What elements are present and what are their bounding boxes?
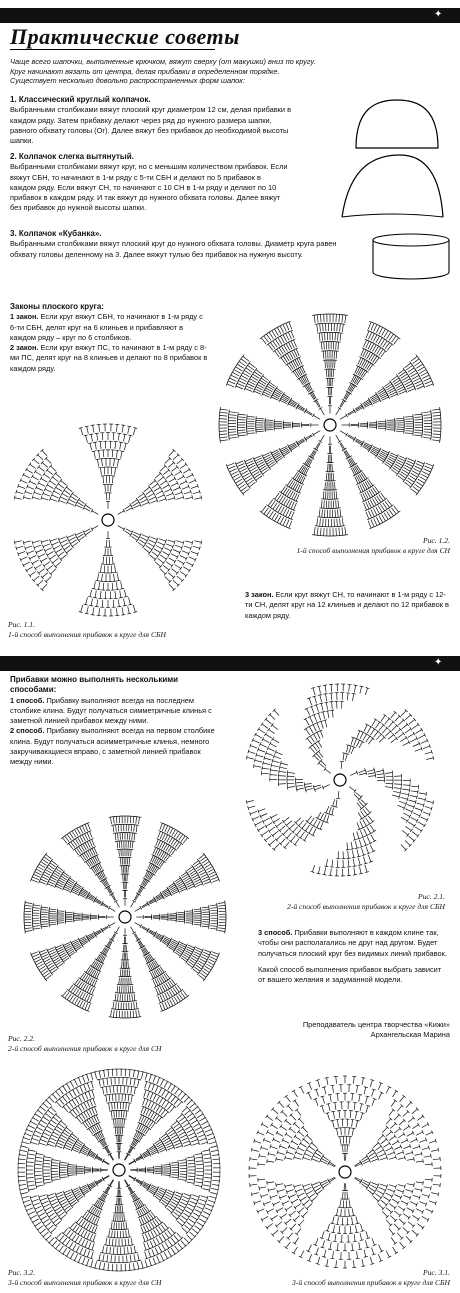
hat-3-heading: 3. Колпачок «Кубанка». xyxy=(10,229,102,238)
figure-3-1-diagram xyxy=(245,1072,445,1272)
law-2-label: 2 закон. xyxy=(10,343,39,353)
figure-1-2-number: Рис. 1.2. xyxy=(423,536,450,545)
author-credit xyxy=(230,1020,450,1041)
figure-2-2-caption xyxy=(8,1034,238,1053)
bird-icon: ✦ xyxy=(434,657,443,668)
method-3-label: 3 способ. xyxy=(258,928,293,937)
section-divider-bar xyxy=(0,656,460,671)
figure-2-1-number: Рис. 2.1. xyxy=(418,892,445,901)
figure-1-1-number: Рис. 1.1. xyxy=(8,620,35,629)
methods-heading: Прибавки можно выполнять несколькими способами: xyxy=(10,675,179,695)
figure-3-2-description: 3-й способ выполнения прибавок в круге для СН xyxy=(8,1277,162,1287)
method-1-text: Прибавку выполняют всегда на последнем столбике клина. Будут получаться симметричные клинья с заметной линией прибавок между ними. xyxy=(10,695,212,726)
intro-line: Круг начинают вязать от центра, делая прибавки в определенном порядке. xyxy=(10,66,280,76)
figure-3-1-number: Рис. 3.1. xyxy=(423,1268,450,1277)
figure-2-1-caption xyxy=(240,892,445,911)
bird-icon: ✦ xyxy=(434,9,443,20)
method-1 xyxy=(10,696,222,727)
method-1-label: 1 способ. xyxy=(10,695,45,705)
methods-section xyxy=(10,675,222,768)
figure-1-2-caption xyxy=(250,536,450,555)
laws-section xyxy=(10,302,210,374)
hat-1-text: Выбранными столбиками вяжут плоский круг диаметром 12 см, делая прибавки в каждом ряду. Затем прибавку делают через ряд до нужного размера шапки, равного обхвату головы (Ог). Далее вяжут без прибавок до необходимой высоты шапки. xyxy=(10,105,292,146)
figure-1-1-caption xyxy=(8,620,238,639)
hat-3-section xyxy=(10,229,360,260)
method-2-text: Прибавку выполняют всегда на первом столбике клина. Будут получаться асимметричные клинья, немного закручивающиеся вправо, с заметной линией прибавок между ними. xyxy=(10,726,215,767)
author-position: Преподаватель центра творчества «Кижи» xyxy=(302,1020,450,1029)
figure-1-2-diagram xyxy=(215,310,445,540)
figure-1-2-description: 1-й способ выполнения прибавок в круге для СН xyxy=(296,545,450,555)
method-3-text: Прибавки выполняют в каждом клине так, чтобы они располагались не друг над другом. Будет получаться плоский круг без видимых линий прибавок. xyxy=(258,928,447,958)
intro-line: Чаще всего шапочки, выполненные крючком, вяжут сверху (от макушки) вниз по кругу. xyxy=(10,57,316,66)
hat-1-section xyxy=(10,95,300,146)
hat-1-heading: 1. Классический круглый колпачок. xyxy=(10,95,151,104)
figure-2-2-number: Рис. 2.2. xyxy=(8,1034,35,1043)
hat-cone-drawing xyxy=(340,153,445,219)
figure-2-2-diagram xyxy=(20,812,230,1022)
method-2 xyxy=(10,726,222,767)
hat-3-text: Выбранными столбиками вяжут плоский круг до нужного обхвата головы. Диаметр круга равен обхвату головы деленному на 3. Далее вяжут тулью без прибавок на нужную высоту. xyxy=(10,239,337,259)
figure-2-1-diagram xyxy=(240,680,440,880)
figure-1-1-diagram xyxy=(8,420,208,620)
law-2-text: Если круг вяжут ПС, то начинают в 1-м ряду с 8-ми ПС, делят круг на 8 клиньев и делают по 8 прибавок в каждом ряду. xyxy=(10,343,208,373)
page-title: Практические советы xyxy=(10,24,240,49)
figure-2-1-description: 2-й способ выполнения прибавок в круге для СБН xyxy=(287,901,445,911)
figure-3-2-number: Рис. 3.2. xyxy=(8,1268,35,1277)
top-header-bar xyxy=(0,8,460,23)
laws-heading: Законы плоского круга: xyxy=(10,302,104,311)
title-underline xyxy=(10,49,215,50)
figure-3-2-diagram xyxy=(14,1065,224,1275)
method-choice-text: Какой способ выполнения прибавок выбрать зависит от вашего желания и задуманной модели. xyxy=(258,964,442,985)
hat-2-text: Выбранными столбиками вяжут круг, но с меньшим количеством прибавок. Если вяжут СБН, то начинают в 1-м ряду с 5-ти СБН и делают по 5 прибавок в каждом ряду. Если вяжут СН, то начинают с 10 СН в 1-м ряду и делают по 10 прибавок в каждом ряду. И так вяжут до нужного обхвата головы. Далее вяжут без прибавок до нужной высоты шапки. xyxy=(10,162,288,213)
hat-kubanka-drawing xyxy=(370,232,452,282)
figure-3-2-caption xyxy=(8,1268,238,1287)
method-3-section xyxy=(258,928,450,985)
law-1-label: 1 закон. xyxy=(10,312,39,322)
law-3 xyxy=(245,590,450,621)
law-3-label: 3 закон. xyxy=(245,590,274,599)
law-1-text: Если круг вяжут СБН, то начинают в 1-м ряду с 6-ти СБН, делят круг на 6 клиньев и прибавляют в каждом ряду – круг по 6 столбиков. xyxy=(10,312,203,342)
author-name: Архангельская Марина xyxy=(370,1030,450,1040)
figure-1-1-description: 1-й способ выполнения прибавок в круге для СБН xyxy=(8,629,166,639)
hat-2-heading: 2. Колпачок слегка вытянутый. xyxy=(10,152,134,161)
hat-dome-drawing xyxy=(352,98,442,150)
method-2-label: 2 способ. xyxy=(10,726,45,736)
figure-2-2-description: 2-й способ выполнения прибавок в круге для СН xyxy=(8,1043,162,1053)
law-3-text: Если круг вяжут СН, то начинают в 1-м ряду с 12-ти СН, делят круг на 12 клиньев и делают по 12 прибавок в каждом ряду. xyxy=(245,590,449,620)
law-2 xyxy=(10,343,210,374)
figure-3-1-caption xyxy=(240,1268,450,1287)
law-1 xyxy=(10,312,210,343)
figure-3-1-description: 3-й способ выполнения прибавок в круге для СБН xyxy=(292,1277,450,1287)
intro-text xyxy=(10,57,410,86)
method-3 xyxy=(258,928,450,959)
hat-2-section xyxy=(10,152,288,214)
intro-line: Существует несколько довольно распространенных форм шапок: xyxy=(10,76,245,86)
